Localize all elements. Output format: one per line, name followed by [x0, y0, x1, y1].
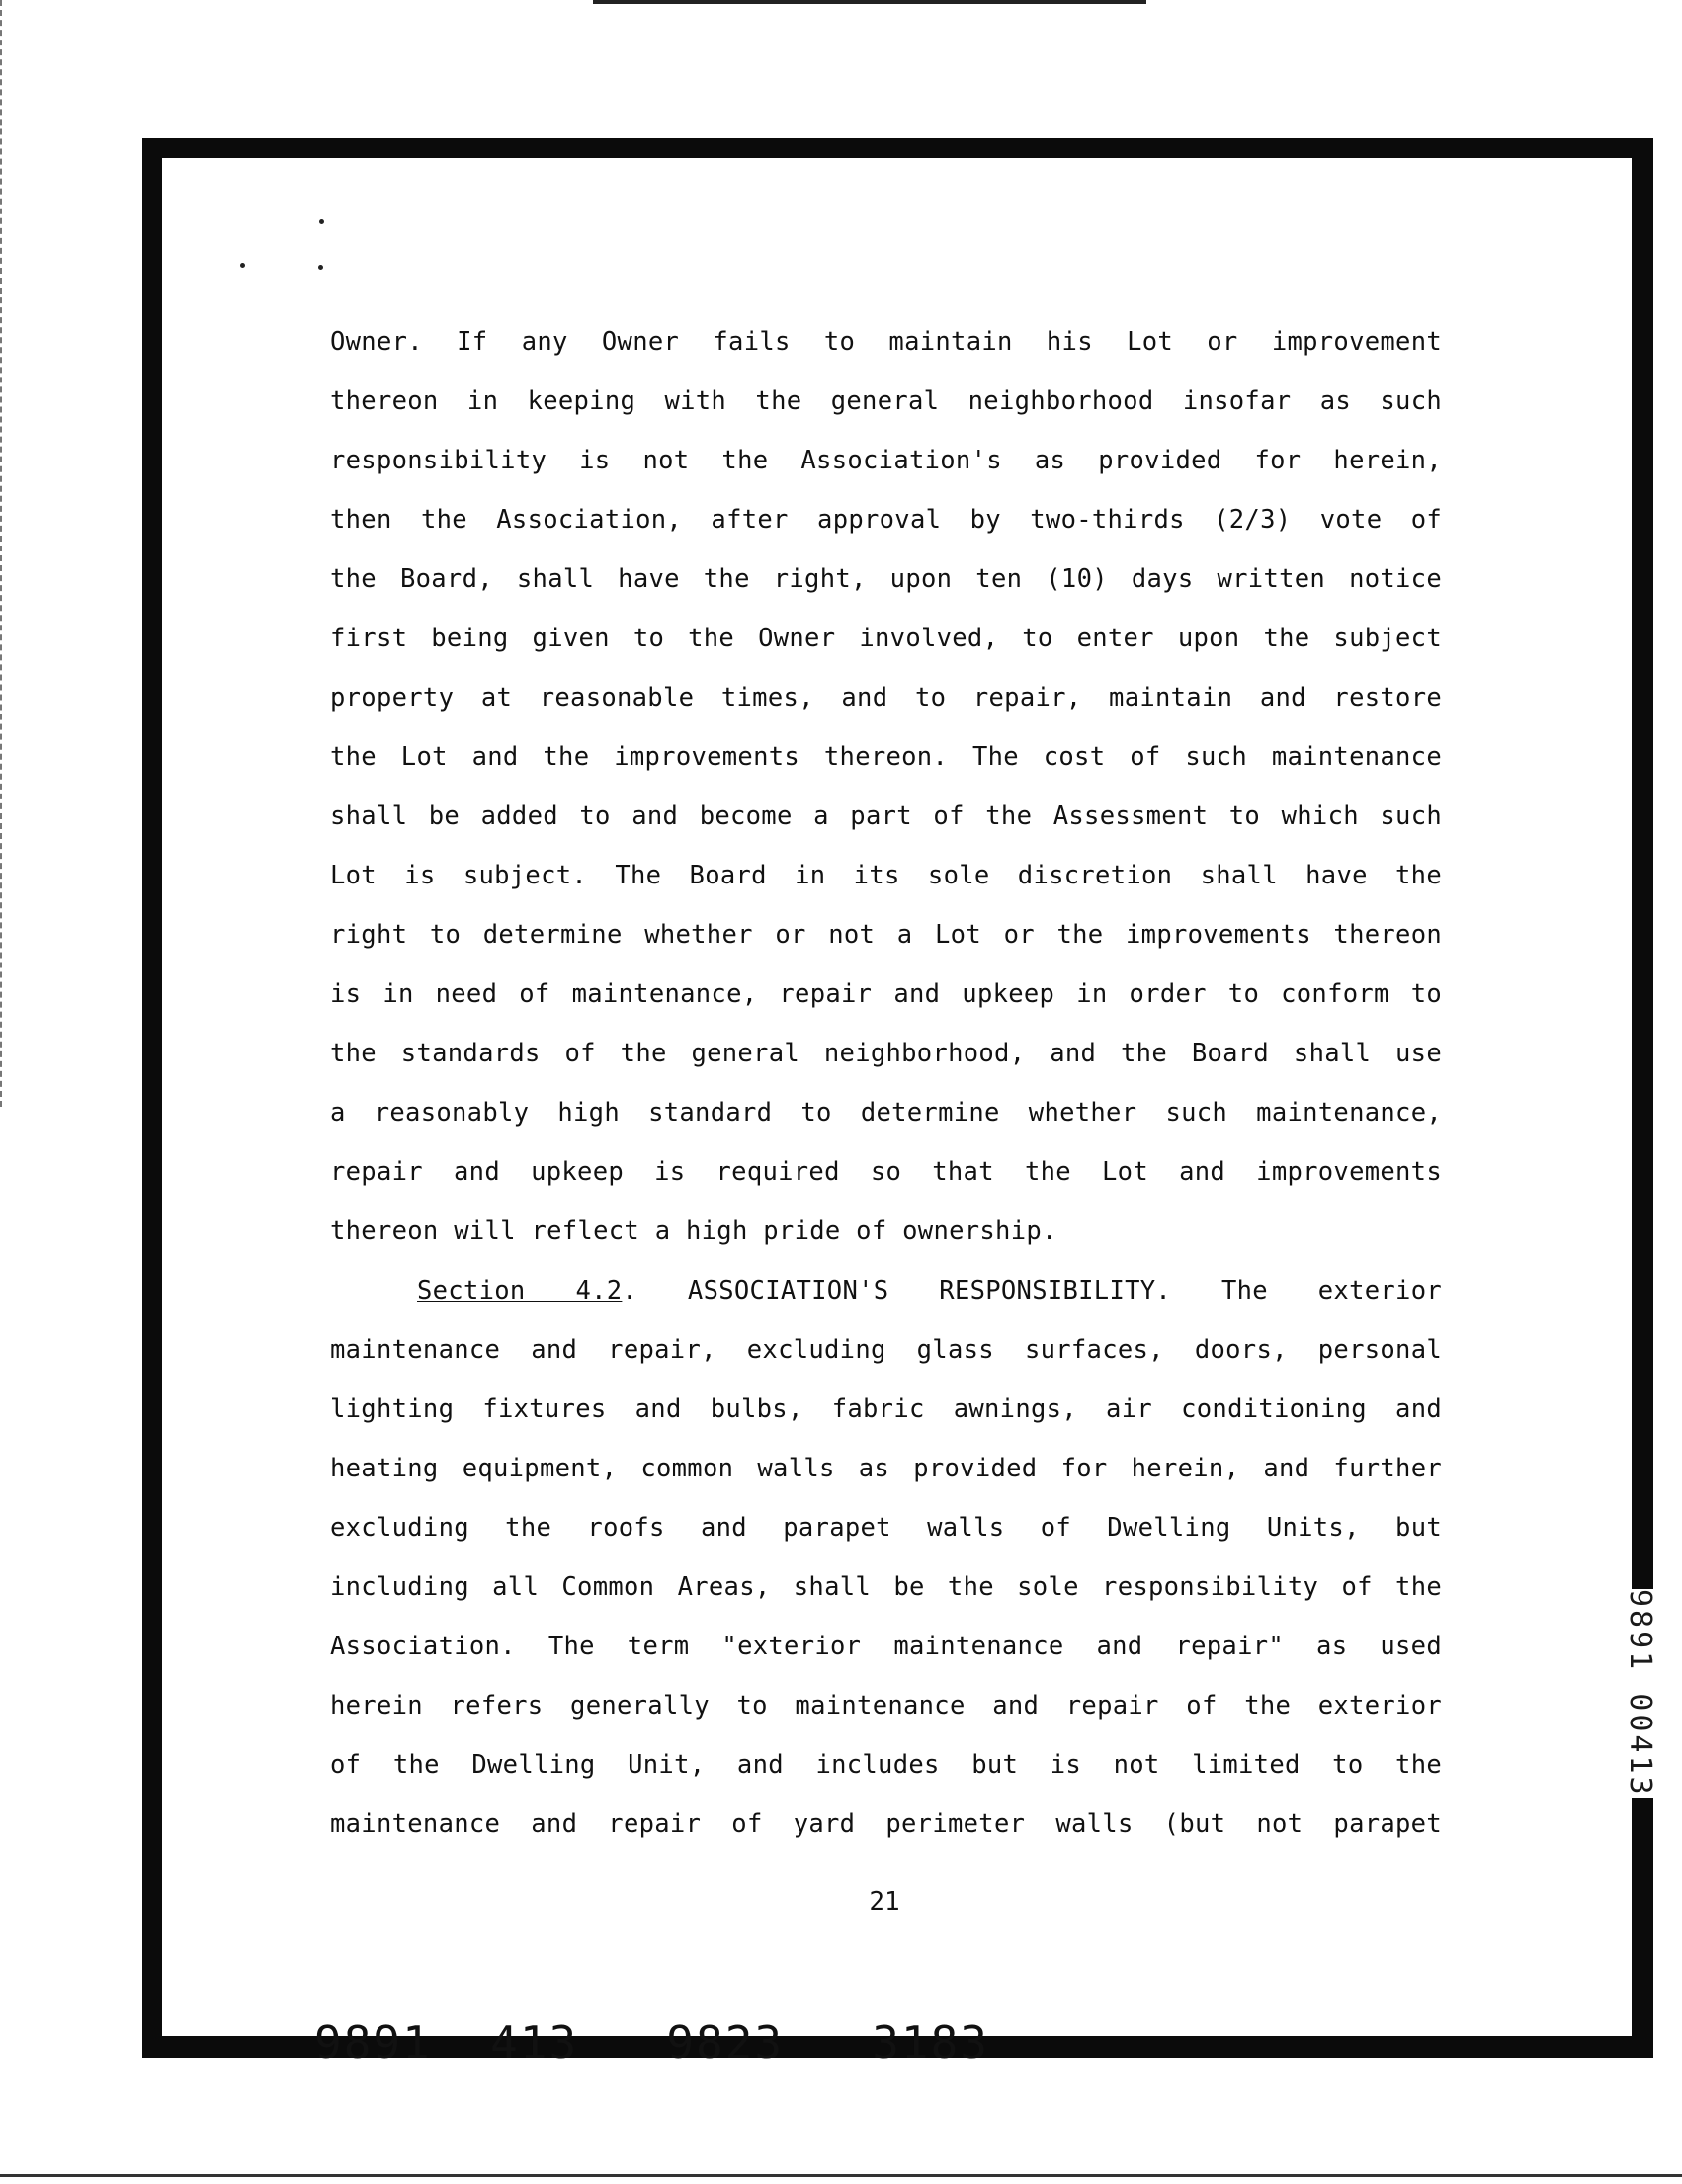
section-line: lighting fixtures and bulbs, fabric awnings, air conditioning and: [330, 1394, 1442, 1424]
paragraph-line: the Board, shall have the right, upon ten (10) days written notice: [330, 564, 1442, 594]
section-line: of the Dwelling Unit, and includes but is not limited to the: [330, 1750, 1442, 1780]
paragraph-line: a reasonably high standard to determine whether such maintenance,: [330, 1098, 1442, 1128]
section-line: maintenance and repair, excluding glass surfaces, doors, personal: [330, 1335, 1442, 1365]
paragraph-line: thereon in keeping with the general neighborhood insofar as such: [330, 386, 1442, 416]
paragraph-line: the standards of the general neighborhood, and the Board shall use: [330, 1039, 1442, 1068]
scan-top-rule: [593, 0, 1146, 4]
paragraph-line: Owner. If any Owner fails to maintain his Lot or improvement: [330, 327, 1442, 357]
paragraph-line: Lot is subject. The Board in its sole discretion shall have the: [330, 861, 1442, 890]
document-body: [330, 312, 1442, 1854]
section-line: including all Common Areas, shall be the sole responsibility of the: [330, 1572, 1442, 1602]
scan-speck: [319, 219, 324, 224]
section-line: excluding the roofs and parapet walls of Dwelling Units, but: [330, 1513, 1442, 1543]
bottom-stamp-numbers: 9891 413 9823 3183: [314, 2016, 989, 2069]
scan-speck: [318, 265, 323, 270]
paragraph-line: responsibility is not the Association's as provided for herein,: [330, 446, 1442, 475]
page-number: 21: [869, 1888, 900, 1917]
paragraph-line: shall be added to and become a part of the Assessment to which such: [330, 801, 1442, 831]
section-line: maintenance and repair of yard perimeter walls (but not parapet: [330, 1809, 1442, 1839]
scan-speck: [240, 263, 245, 268]
paragraph-line: the Lot and the improvements thereon. The cost of such maintenance: [330, 742, 1442, 772]
section-heading-rest: . ASSOCIATION'S RESPONSIBILITY. The exterior: [622, 1276, 1442, 1305]
section-line: heating equipment, common walls as provided for herein, and further: [330, 1454, 1442, 1483]
paragraph-line: right to determine whether or not a Lot or the improvements thereon: [330, 920, 1442, 950]
paragraph-line: then the Association, after approval by two-thirds (2/3) vote of: [330, 505, 1442, 535]
side-stamp-number: 9891 00413: [1611, 1589, 1654, 1798]
paragraph-line: is in need of maintenance, repair and upkeep in order to conform to: [330, 979, 1442, 1009]
section-line: herein refers generally to maintenance and repair of the exterior: [330, 1691, 1442, 1721]
paragraph-line: first being given to the Owner involved, to enter upon the subject: [330, 624, 1442, 653]
section-line: Association. The term "exterior maintenance and repair" as used: [330, 1632, 1442, 1661]
scan-left-edge-marks: [0, 0, 6, 1107]
paragraph-line: property at reasonable times, and to repair, maintain and restore: [330, 683, 1442, 713]
section-heading-line: [330, 1261, 1442, 1320]
scan-bottom-rule: [0, 2174, 1682, 2177]
section-reference: Section 4.2: [417, 1276, 623, 1305]
paragraph-line: repair and upkeep is required so that the Lot and improvements: [330, 1157, 1442, 1187]
paragraph-line: thereon will reflect a high pride of ownership.: [330, 1217, 1057, 1246]
